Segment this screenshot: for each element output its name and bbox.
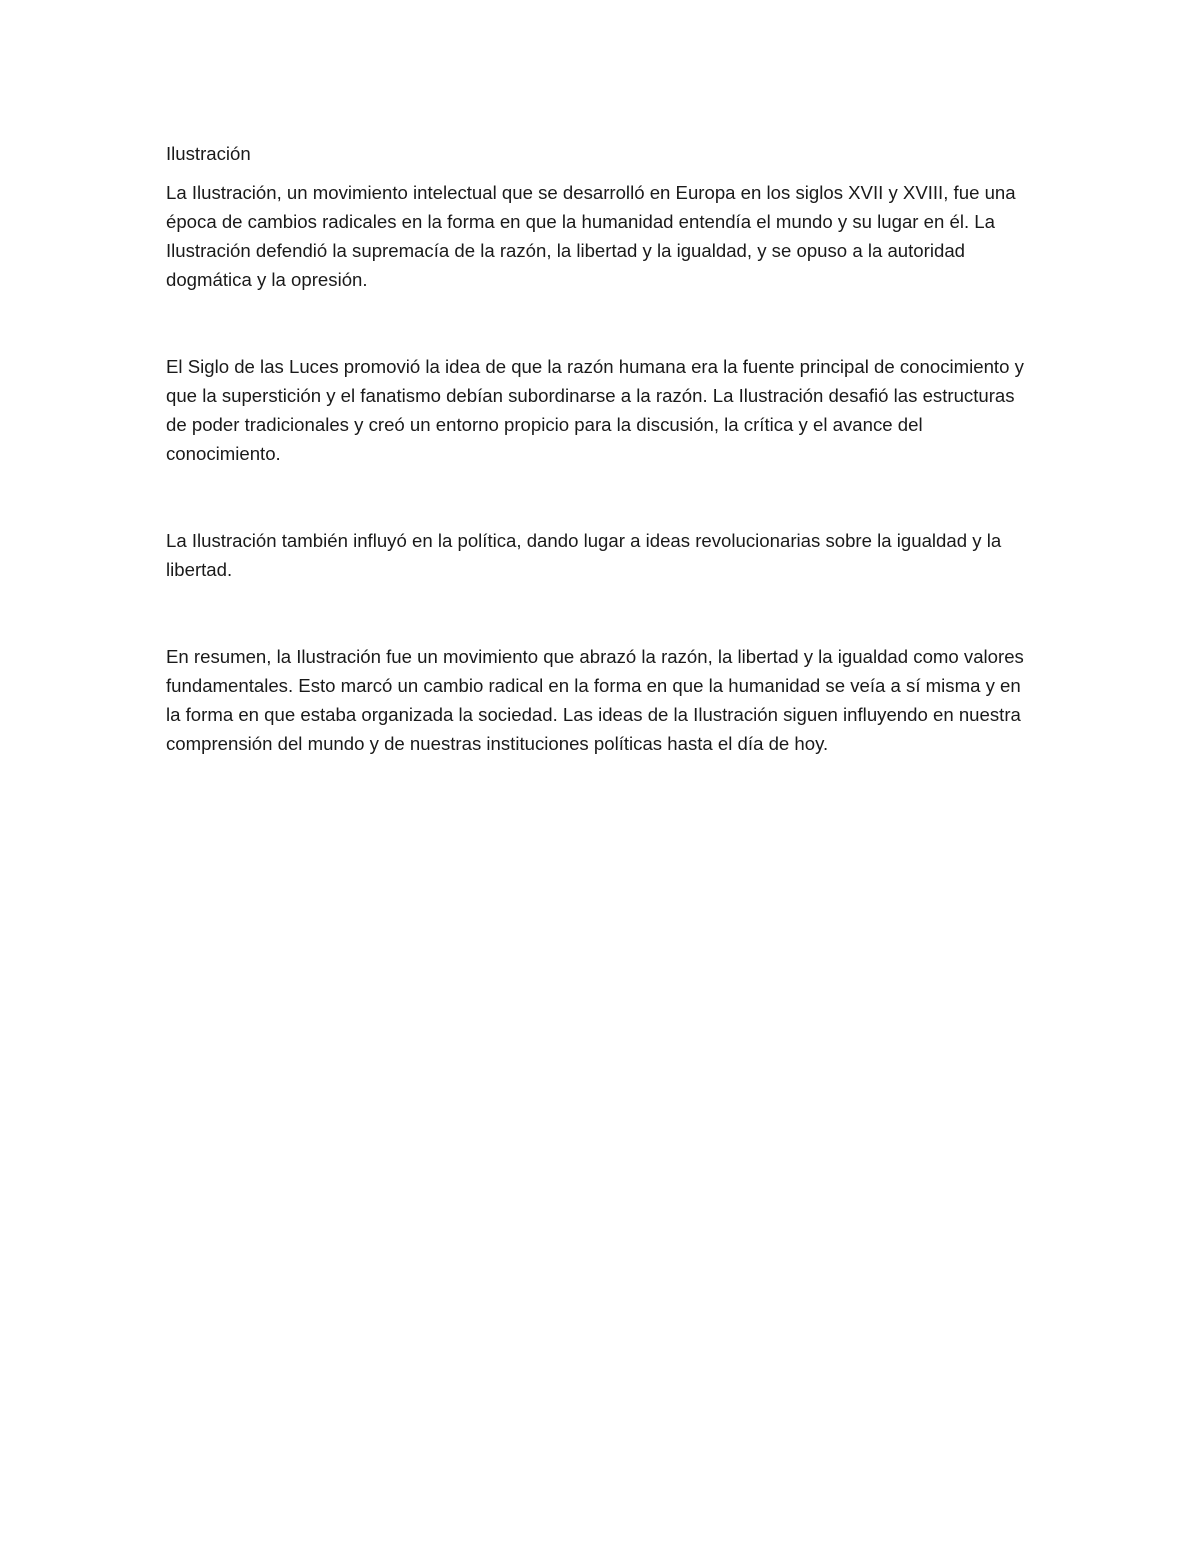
document-title: Ilustración (166, 143, 251, 164)
paragraph-spacer (166, 468, 1036, 526)
paragraph-2: El Siglo de las Luces promovió la idea de que la razón humana era la fuente principal de conocimiento y que la superstición y el fanatismo debían subordinarse a la razón. La Ilustración desafió las estructuras de poder tradicionales y creó un entorno propicio para la discusión, la crítica y el avance del conocimiento. (166, 356, 1024, 464)
document-body (166, 139, 1036, 758)
paragraph-4: En resumen, la Ilustración fue un movimiento que abrazó la razón, la libertad y la igualdad como valores fundamentales. Esto marcó un cambio radical en la forma en que la humanidad se veía a sí misma y en la forma en que estaba organizada la sociedad. Las ideas de la Ilustración siguen influyendo en nuestra comprensión del mundo y de nuestras instituciones políticas hasta el día de hoy. (166, 646, 1024, 754)
paragraph-3: La Ilustración también influyó en la política, dando lugar a ideas revolucionarias sobre la igualdad y la libertad. (166, 530, 1002, 580)
paragraph-spacer (166, 294, 1036, 352)
paragraph-1: La Ilustración, un movimiento intelectual que se desarrolló en Europa en los siglos XVII y XVIII, fue una época de cambios radicales en la forma en que la humanidad entendía el mundo y su lugar en él. La Ilustración defendió la supremacía de la razón, la libertad y la igualdad, y se opuso a la autoridad dogmática y la opresión. (166, 182, 1016, 290)
paragraph-spacer (166, 584, 1036, 642)
